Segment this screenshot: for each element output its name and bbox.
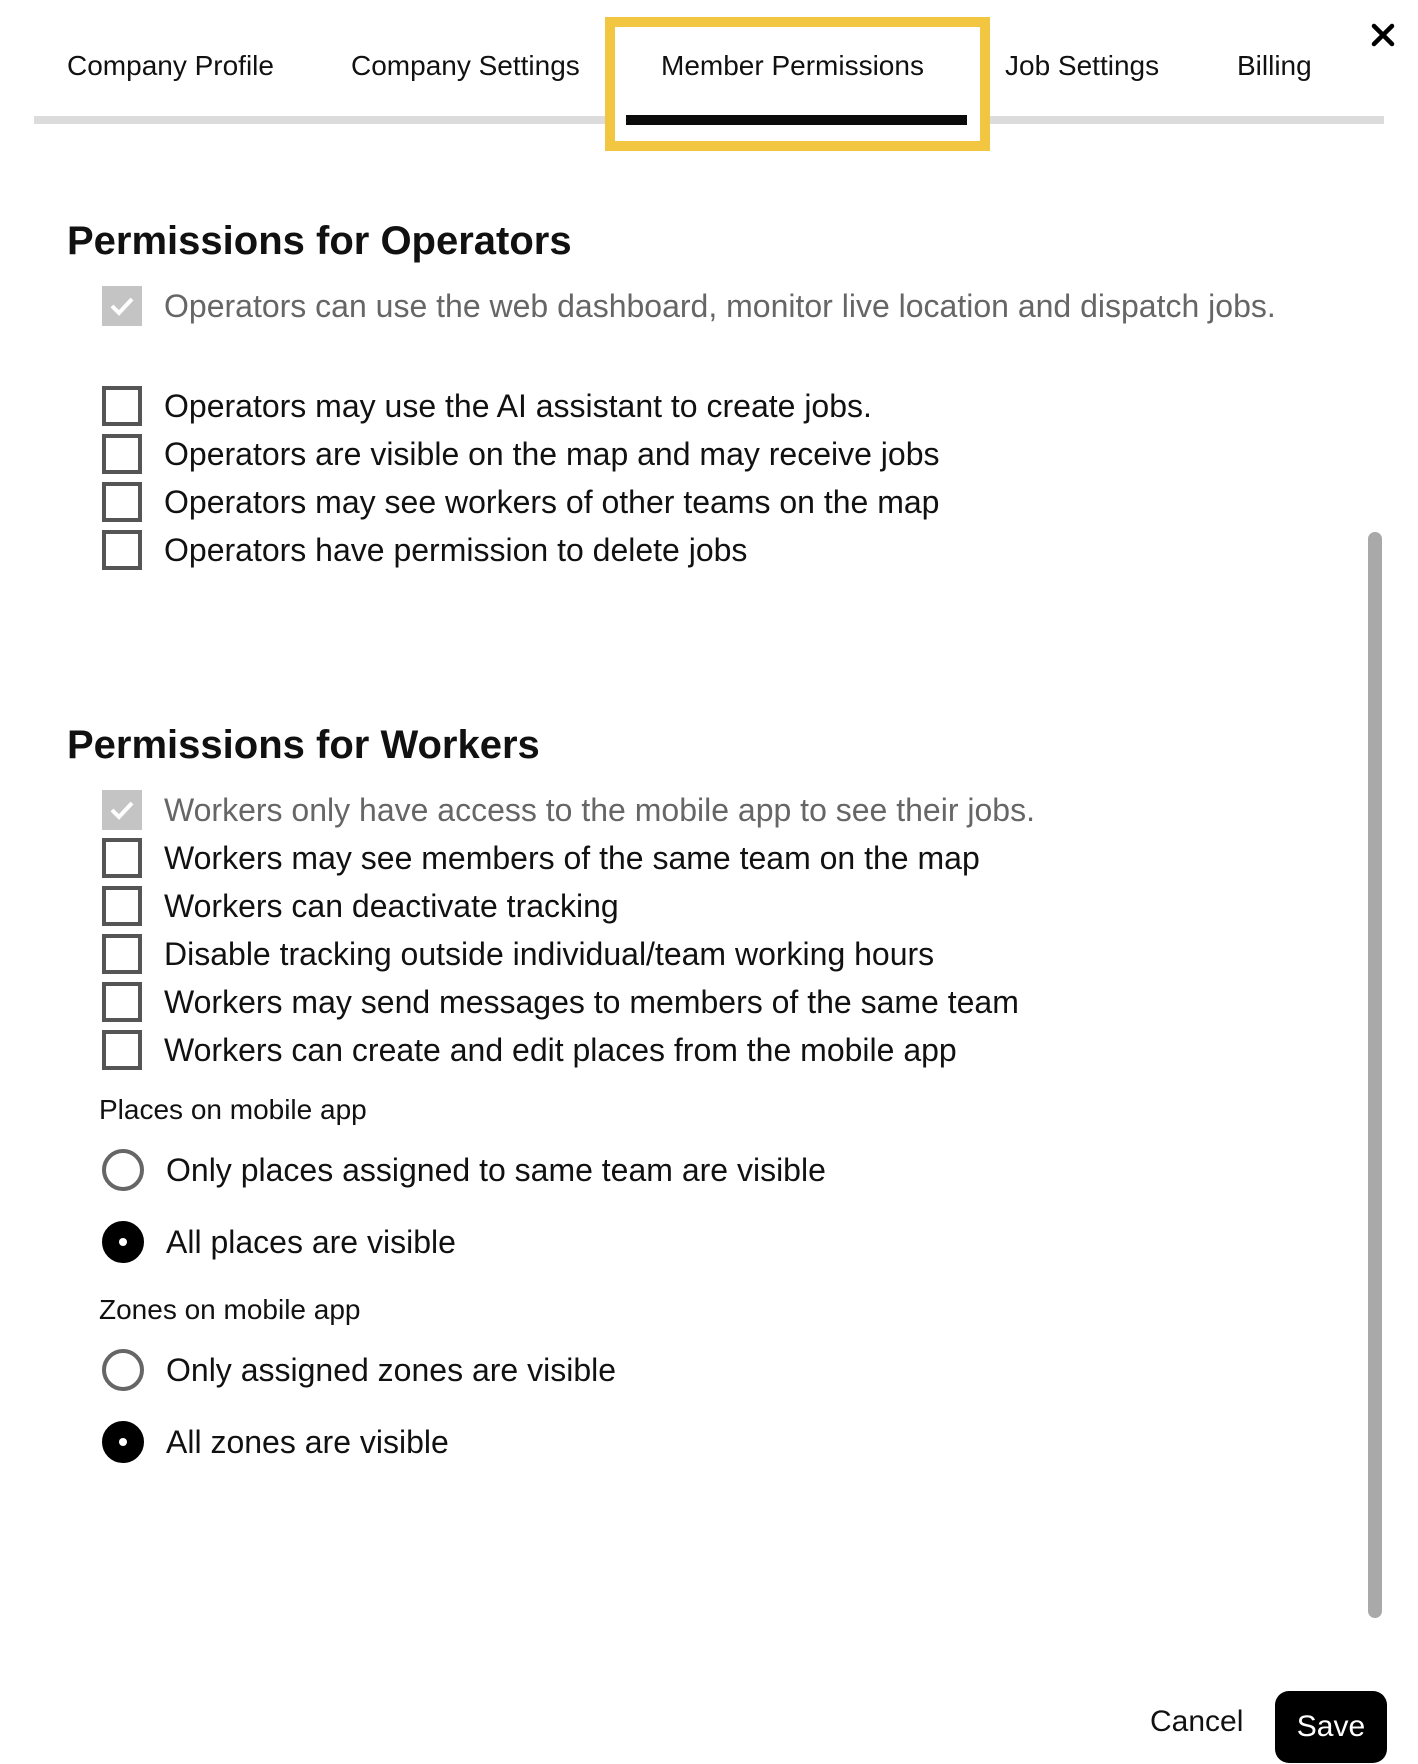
operator-option-see-other-teams[interactable] bbox=[102, 478, 939, 526]
checkbox[interactable] bbox=[102, 530, 142, 570]
tab-member-permissions[interactable]: Member Permissions bbox=[661, 50, 924, 81]
operator-option-ai-assistant[interactable] bbox=[102, 382, 872, 430]
option-label: Operators can use the web dashboard, monitor live location and dispatch jobs. bbox=[164, 288, 1276, 324]
close-button[interactable] bbox=[1366, 18, 1400, 52]
tab-job-settings[interactable]: Job Settings bbox=[1005, 50, 1160, 81]
worker-option-send-messages[interactable] bbox=[102, 978, 1019, 1026]
close-icon bbox=[1366, 18, 1400, 52]
worker-option-see-same-team[interactable] bbox=[102, 834, 980, 882]
checkbox[interactable] bbox=[102, 482, 142, 522]
worker-option-deactivate-tracking[interactable] bbox=[102, 882, 619, 930]
worker-option-disable-tracking-hours[interactable] bbox=[102, 930, 934, 978]
checkbox[interactable] bbox=[102, 434, 142, 474]
workers-section-title: Permissions for Workers bbox=[67, 723, 540, 767]
places-option-same-team[interactable] bbox=[102, 1146, 826, 1194]
checkbox[interactable] bbox=[102, 838, 142, 878]
operator-option-delete-jobs[interactable] bbox=[102, 526, 747, 574]
scrollbar[interactable] bbox=[1368, 532, 1382, 1618]
tab-billing[interactable]: Billing bbox=[1237, 50, 1312, 81]
worker-option-edit-places[interactable] bbox=[102, 1026, 957, 1074]
checkmark-icon bbox=[109, 799, 135, 821]
active-tab-underline bbox=[626, 115, 967, 125]
worker-option-mobile-only bbox=[102, 786, 1035, 834]
radio-button[interactable] bbox=[102, 1349, 144, 1391]
radio-label: Only assigned zones are visible bbox=[166, 1352, 617, 1388]
checkmark-icon bbox=[109, 295, 135, 317]
zones-group-label: Zones on mobile app bbox=[99, 1294, 361, 1325]
checkbox-checked-disabled bbox=[102, 286, 142, 326]
option-label: Workers can deactivate tracking bbox=[164, 888, 619, 924]
option-label: Workers may send messages to members of the same team bbox=[164, 984, 1019, 1020]
radio-label: All zones are visible bbox=[166, 1424, 449, 1460]
checkbox[interactable] bbox=[102, 982, 142, 1022]
places-option-all[interactable] bbox=[102, 1218, 456, 1266]
operator-option-web-dashboard bbox=[102, 282, 1304, 330]
checkbox-checked-disabled bbox=[102, 790, 142, 830]
cancel-button[interactable]: Cancel bbox=[1150, 1705, 1244, 1738]
radio-button[interactable] bbox=[102, 1149, 144, 1191]
places-group-label: Places on mobile app bbox=[99, 1094, 367, 1125]
option-label: Workers may see members of the same team on the map bbox=[164, 840, 980, 876]
option-label: Operators may see workers of other teams on the map bbox=[164, 484, 940, 520]
radio-button-selected[interactable] bbox=[102, 1221, 144, 1263]
checkbox[interactable] bbox=[102, 886, 142, 926]
checkbox[interactable] bbox=[102, 1030, 142, 1070]
option-label: Operators may use the AI assistant to create jobs. bbox=[164, 388, 872, 424]
radio-label: Only places assigned to same team are visible bbox=[166, 1152, 826, 1188]
option-label: Operators have permission to delete jobs bbox=[164, 532, 748, 568]
tab-company-profile[interactable]: Company Profile bbox=[67, 50, 274, 81]
checkbox[interactable] bbox=[102, 386, 142, 426]
option-label: Disable tracking outside individual/team working hours bbox=[164, 936, 935, 972]
option-label: Workers only have access to the mobile app to see their jobs. bbox=[164, 792, 1035, 828]
option-label: Operators are visible on the map and may receive jobs bbox=[164, 436, 940, 472]
zones-option-assigned[interactable] bbox=[102, 1346, 616, 1394]
operators-section-title: Permissions for Operators bbox=[67, 219, 572, 263]
tab-company-settings[interactable]: Company Settings bbox=[351, 50, 580, 81]
zones-option-all[interactable] bbox=[102, 1418, 449, 1466]
radio-label: All places are visible bbox=[166, 1224, 456, 1260]
save-button[interactable]: Save bbox=[1275, 1691, 1387, 1763]
radio-button-selected[interactable] bbox=[102, 1421, 144, 1463]
operator-option-visible-on-map[interactable] bbox=[102, 430, 940, 478]
option-label: Workers can create and edit places from the mobile app bbox=[164, 1032, 957, 1068]
checkbox[interactable] bbox=[102, 934, 142, 974]
